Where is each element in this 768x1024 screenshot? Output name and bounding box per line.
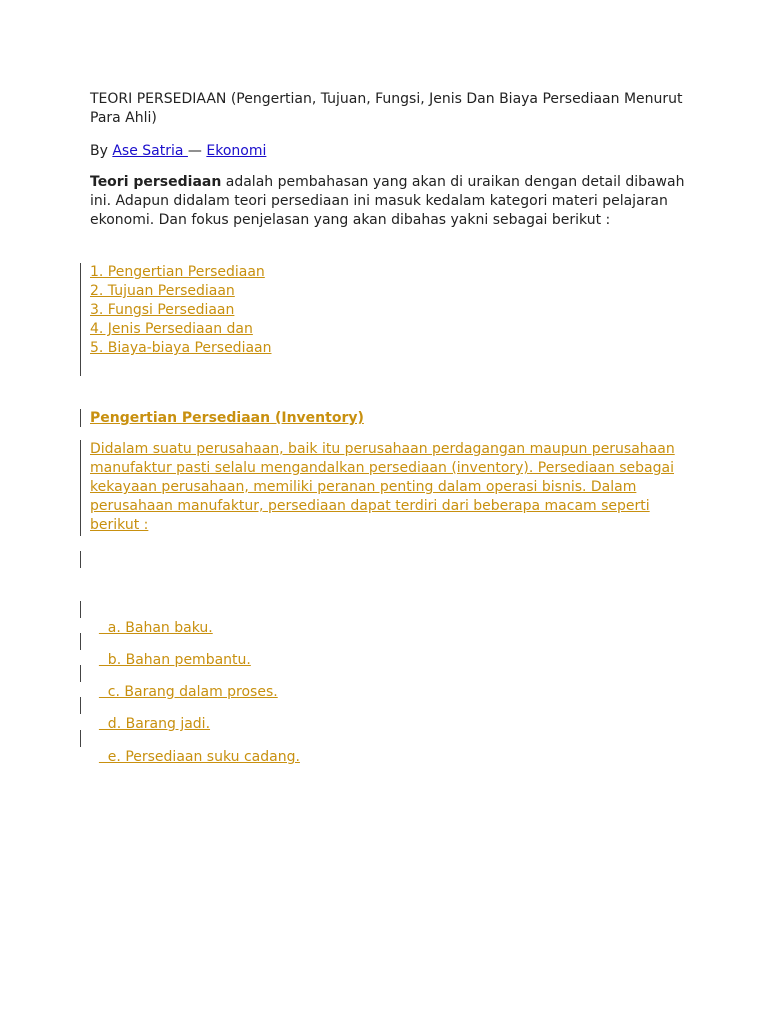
- item-barang-jadi[interactable]: d. Barang jadi.: [98, 716, 211, 732]
- heading-margin-bar: [80, 409, 81, 427]
- item-d-margin-bar: [80, 697, 81, 714]
- item-a-margin-bar: [80, 601, 81, 618]
- empty-margin-bar: [80, 551, 81, 568]
- body-margin-bar: [80, 440, 81, 536]
- byline-prefix: By: [90, 143, 113, 159]
- item-persediaan-suku-cadang[interactable]: e. Persediaan suku cadang.: [98, 749, 300, 765]
- byline: [90, 142, 690, 161]
- toc-margin-bar: [80, 263, 81, 376]
- section-body-link[interactable]: Didalam suatu perusahaan, baik itu perusahaan perdagangan maupun perusahaan manufaktur pasti selalu mengandalkan persediaan (inventory). Persediaan sebagai kekayaan perusahaan, memiliki peranan penting dalam operasi bisnis. Dalam perusahaan manufaktur, persediaan dapat terdiri dari beberapa macam seperti berikut :: [90, 441, 675, 533]
- toc-item-tujuan[interactable]: 2. Tujuan Persediaan: [90, 283, 235, 299]
- intro-paragraph: [90, 173, 690, 230]
- document-page: [90, 90, 690, 230]
- item-c-margin-bar: [80, 665, 81, 682]
- item-bahan-pembantu[interactable]: b. Bahan pembantu.: [98, 652, 251, 668]
- intro-bold-term: Teori persediaan: [90, 174, 222, 190]
- item-b-margin-bar: [80, 633, 81, 650]
- author-link[interactable]: Ase Satria: [112, 143, 188, 159]
- item-bahan-baku[interactable]: a. Bahan baku.: [98, 620, 213, 636]
- item-e-margin-bar: [80, 730, 81, 747]
- category-link[interactable]: Ekonomi: [206, 143, 267, 159]
- byline-dash: —: [187, 143, 207, 159]
- toc-item-fungsi[interactable]: 3. Fungsi Persediaan: [90, 302, 235, 318]
- toc-item-pengertian[interactable]: 1. Pengertian Persediaan: [90, 264, 265, 280]
- table-of-contents: [90, 263, 272, 358]
- toc-item-biaya[interactable]: 5. Biaya-biaya Persediaan: [90, 340, 272, 356]
- section-heading-link[interactable]: Pengertian Persediaan (Inventory): [90, 410, 364, 426]
- section-body: [90, 440, 690, 535]
- list-item: [90, 729, 300, 767]
- item-barang-dalam-proses[interactable]: c. Barang dalam proses.: [98, 684, 278, 700]
- intro-text: adalah pembahasan yang akan di uraikan dengan detail dibawah ini. Adapun didalam teori persediaan ini masuk kedalam kategori materi pelajaran ekonomi. Dan fokus penjelasan yang akan dibahas yakni sebagai berikut :: [90, 174, 685, 228]
- section-heading: [90, 409, 364, 428]
- document-title: TEORI PERSEDIAAN (Pengertian, Tujuan, Fungsi, Jenis Dan Biaya Persediaan Menurut Para Ahli): [90, 91, 683, 126]
- toc-item-jenis[interactable]: 4. Jenis Persediaan dan: [90, 321, 253, 337]
